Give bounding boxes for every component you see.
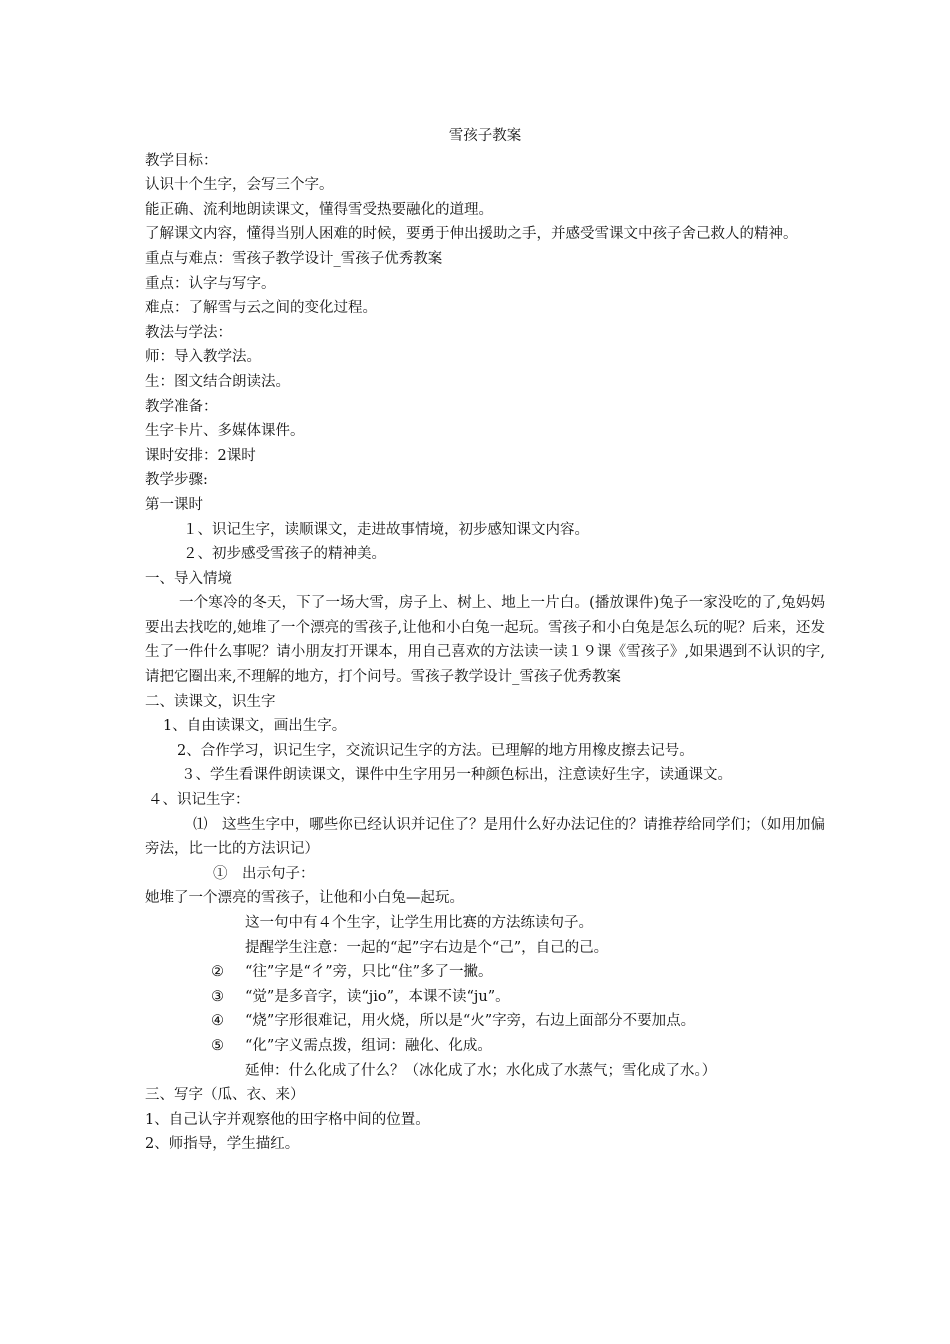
text-line: 这一句中有４个生字，让学生用比赛的方法练读句子。 [245, 915, 593, 931]
text-line: 重点与难点：雪孩子教学设计_雪孩子优秀教案 [145, 250, 443, 267]
list-marker: ⑤ [211, 1037, 224, 1054]
list-item-text: “化”字义需点拨，组词：融化、化成。 [245, 1037, 492, 1054]
text-line: 生字卡片、多媒体课件。 [145, 423, 305, 440]
list-item [145, 985, 825, 1010]
text-line: 难点：了解雪与云之间的变化过程。 [145, 300, 377, 317]
text-line: 能正确、流利地朗读课文，懂得雪受热要融化的道理。 [145, 201, 493, 218]
section-heading: 一、导入情境 [145, 570, 232, 587]
text-line: ４、识记生字： [148, 792, 250, 809]
list-item [145, 960, 825, 985]
text-line: 她堆了一个漂亮的雪孩子，让他和小白兔—起玩。 [145, 890, 464, 907]
text-line: 认识十个生字，会写三个字。 [145, 177, 334, 194]
text-paragraph: 了解课文内容，懂得当别人困难的时候，要勇于伸出援助之手，并感受雪课文中孩子舍己救人的精神。 [145, 226, 798, 243]
text-line: 师：导入教学法。 [145, 349, 261, 366]
text-line: ３、学生看课件朗读课文，课件中生字用另一种颜色标出，注意读好生字，读通课文。 [181, 767, 732, 784]
text-paragraph: 一个寒冷的冬天，下了一场大雪，房子上、树上、地上一片白。(播放课件)兔子一家没吃的了,兔妈妈要出去找吃的,她堆了一个漂亮的雪孩子,让他和小白兔一起玩。雪孩子和小白兔是怎么玩的呢？后来，还发生了一件什么事呢？请小朋友打开课本，用自己喜欢的方法读一读１９课《雪孩子》,如果遇到不认识的字,请把它圈出来,不理解的地方，打个问号。雪孩子教学设计_雪孩子优秀教案 [145, 595, 825, 686]
text-line: 1、自己认字并观察他的田字格中间的位置。 [145, 1111, 430, 1128]
text-line: ① 出示句子： [213, 865, 315, 882]
document-title: 雪孩子教案 [448, 128, 522, 144]
text-line: 教法与学法： [145, 324, 232, 341]
text-line: 延伸：什么化成了什么？（冰化成了水；水化成了水蒸气；雪化成了水。） [245, 1062, 717, 1079]
text-line: 提醒学生注意：一起的“起”字右边是个“己”，自己的己。 [245, 939, 609, 956]
section-heading: 二、读课文，识生字 [145, 693, 276, 710]
text-line: 2、合作学习，识记生字，交流识记生字的方法。已理解的地方用橡皮擦去记号。 [177, 742, 694, 759]
text-line: 教学准备： [145, 398, 218, 415]
list-marker: ③ [211, 988, 224, 1005]
list-item-text: “烧”字形很难记，用火烧，所以是“火”字旁，右边上面部分不要加点。 [245, 1013, 696, 1030]
list-marker: ④ [211, 1013, 224, 1030]
list-item [145, 1009, 825, 1034]
list-item-text: “往”字是“彳”旁，只比“住”多了一撇。 [245, 964, 493, 981]
text-line: 教学步骤: [145, 472, 208, 489]
list-item [145, 1034, 825, 1059]
section-heading: 三、写字（瓜、衣、来） [145, 1087, 305, 1104]
text-line: 2、师指导，学生描红。 [145, 1136, 300, 1153]
text-paragraph: ⑴ 这些生字中，哪些你已经认识并记住了？是用什么好办法记住的？请推荐给同学们；（如用加偏旁法，比一比的方法识记） [145, 816, 825, 858]
list-marker: ② [211, 964, 224, 981]
text-line: 生：图文结合朗读法。 [145, 373, 290, 390]
text-line: 第一课时 [145, 496, 203, 513]
text-line: 1、自由读课文，画出生字。 [163, 718, 347, 735]
text-line: 教学目标： [145, 152, 218, 169]
text-line: ２、初步感受雪孩子的精神美。 [183, 546, 386, 563]
text-line: 课时安排：2课时 [145, 447, 256, 464]
text-line: 重点：认字与写字。 [145, 275, 276, 292]
list-item-text: “觉”是多音字，读“jio”，本课不读“ju”。 [245, 988, 510, 1005]
document-page [145, 124, 825, 1157]
text-line: １、识记生字，读顺课文，走进故事情境，初步感知课文内容。 [183, 521, 589, 538]
